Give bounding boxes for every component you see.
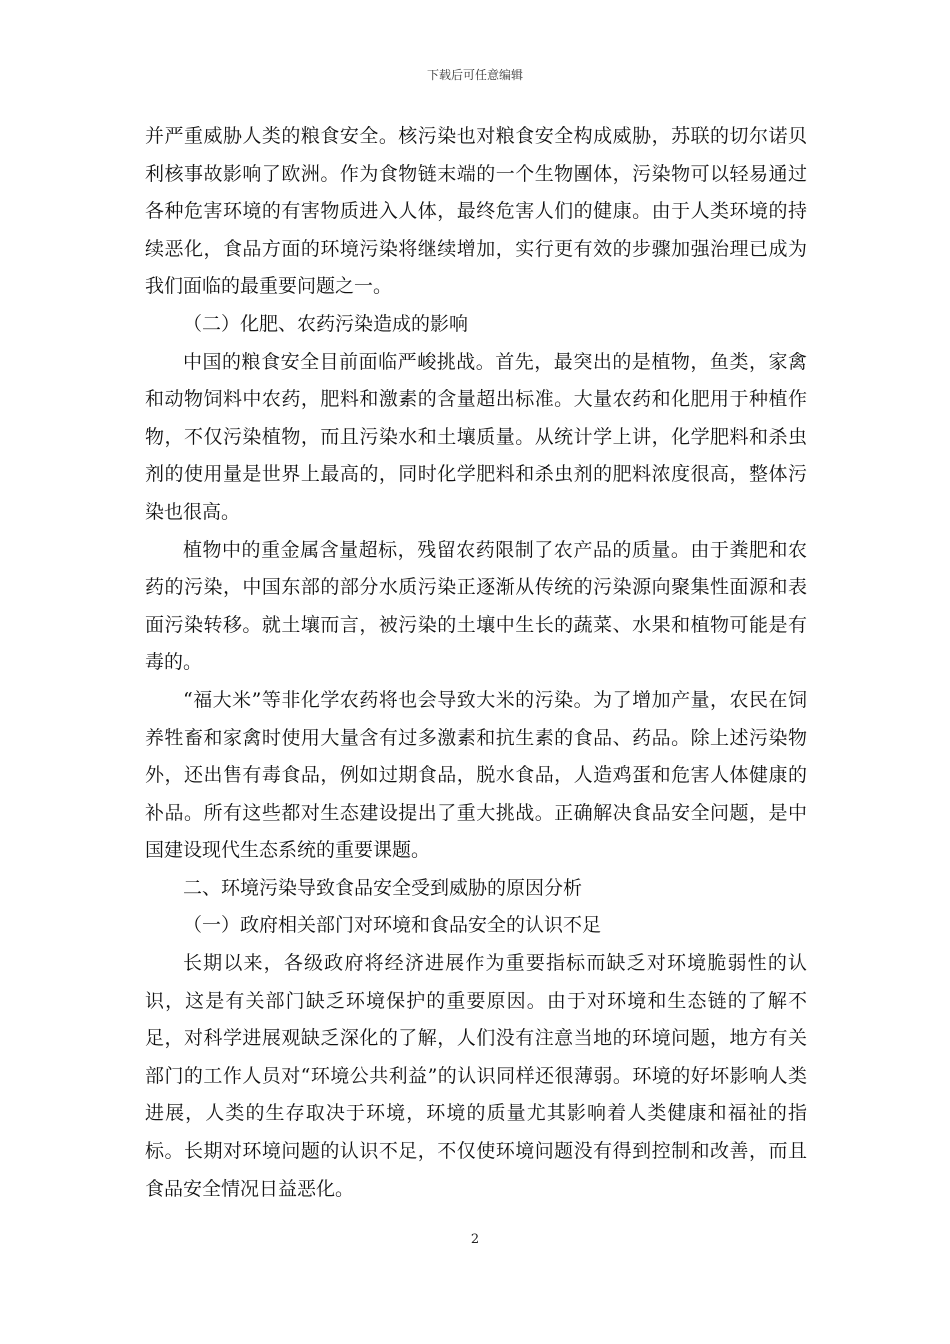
paragraph-government-awareness: 长期以来，各级政府将经济进展作为重要指标而缺乏对环境脆弱性的认识，这是有关部门缺乏环境保护的重要原因。由于对环境和生态链的了解不足，对科学进展观缺乏深化的了解，人们没有注意当地的环境问题，地方有关部门的工作人员对“环境公共利益”的认识同样还很薄弱。环境的好坏影响人类进展，人类的生存取决于环境，环境的质量尤其影响着人类健康和福祉的指标。长期对环境问题的认识不足，不仅使环境问题没有得到控制和改善，而且食品安全情况日益恶化。 <box>145 952 807 1200</box>
page-header: 下载后可任意编辑 <box>426 68 523 82</box>
page-number: 2 <box>470 1232 480 1247</box>
paragraph-grain-security: 中国的粮食安全目前面临严峻挑战。首先，最突出的是植物，鱼类，家禽和动物饲料中农药，肥料和激素的含量超出标准。大量农药和化肥用于种植作物，不仅污染植物，而且污染水和土壤质量。从统计学上讲，化学肥料和杀虫剂的使用量是世界上最高的，同时化学肥料和杀虫剂的肥料浓度很高，整体污染也很高。 <box>145 350 807 523</box>
paragraph-heavy-metals: 植物中的重金属含量超标，残留农药限制了农产品的质量。由于粪肥和农药的污染，中国东部的部分水质污染正逐渐从传统的污染源向聚集性面源和表面污染转移。就土壤而言，被污染的土壤中生长的蔬菜、水果和植物可能是有毒的。 <box>145 538 807 674</box>
paragraph-continued: 并严重威胁人类的粮食安全。核污染也对粮食安全构成威胁，苏联的切尔诺贝利核事故影响了欧洲。作为食物链末端的一个生物團体，污染物可以轻易通过各种危害环境的有害物质进入人体，最终危害人们的健康。由于人类环境的持续恶化，食品方面的环境污染将继续增加，实行更有效的步骤加强治理已成为我们面临的最重要问题之一。 <box>145 125 807 298</box>
section-heading-fertilizer-pesticide: （二）化肥、农药污染造成的影响 <box>183 312 469 335</box>
chapter-heading-cause-analysis: 二、环境污染导致食品安全受到威胁的原因分析 <box>183 876 583 899</box>
section-heading-government-awareness: （一）政府相关部门对环境和食品安全的认识不足 <box>183 914 602 937</box>
paragraph-rice-pollution: “福大米”等非化学农药将也会导致大米的污染。为了增加产量，农民在饲养牲畜和家禽时使用大量含有过多激素和抗生素的食品、药品。除上述污染物外，还出售有毒食品，例如过期食品，脱水食品，人造鸡蛋和危害人体健康的补品。所有这些都对生态建设提出了重大挑战。正确解决食品安全问题，是中国建设现代生态系统的重要课题。 <box>145 688 807 862</box>
document-body <box>145 118 807 1208</box>
